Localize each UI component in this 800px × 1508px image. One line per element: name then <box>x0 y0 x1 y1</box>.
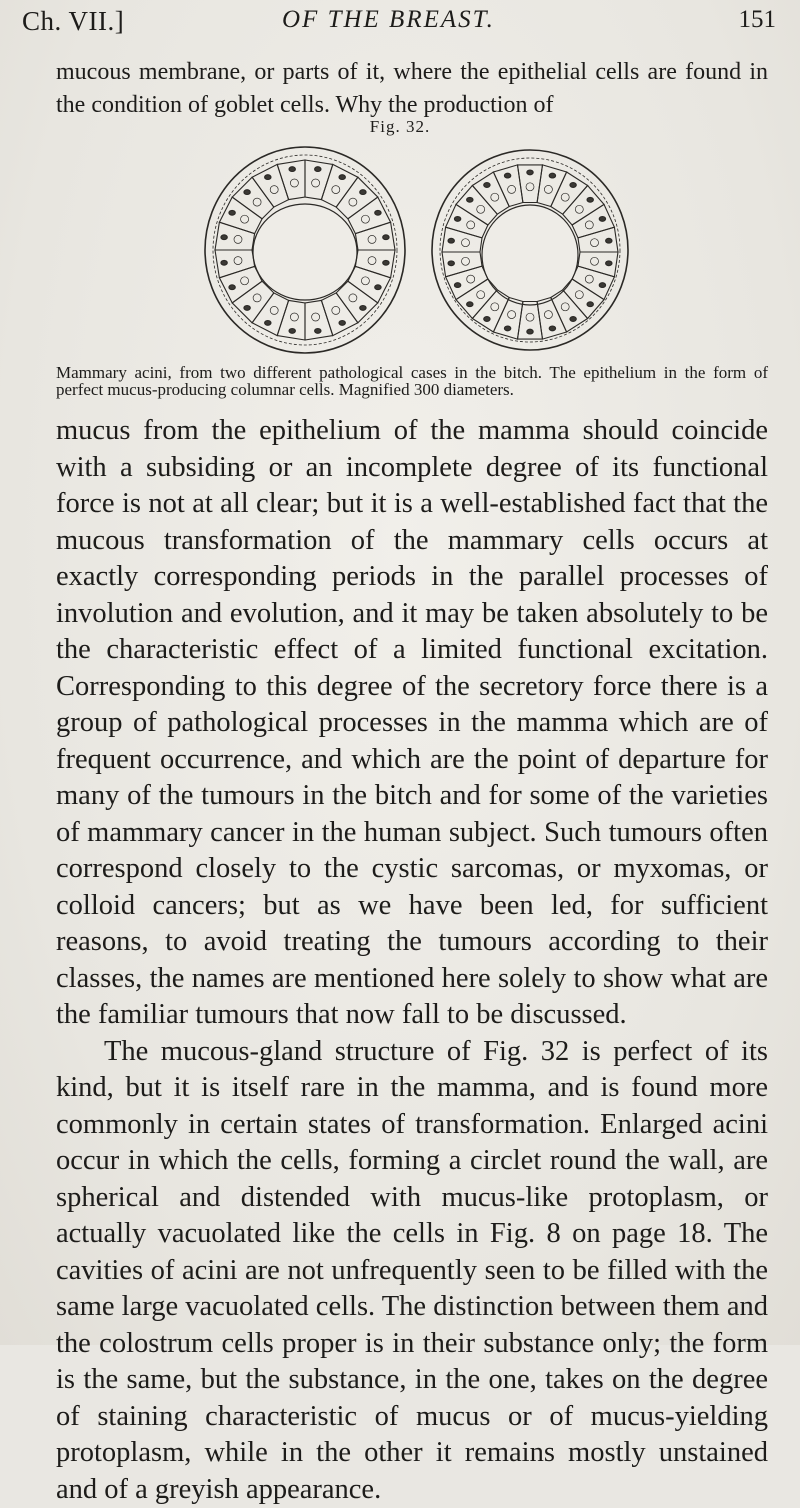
epithelial-cell <box>219 197 262 234</box>
cell-nucleus <box>375 285 381 290</box>
cell-nucleus <box>527 329 533 334</box>
epithelial-cell <box>348 266 391 303</box>
cell-nucleus <box>549 326 555 331</box>
mucus-vacuole <box>462 257 470 265</box>
cell-nucleus <box>229 285 235 290</box>
cell-nucleus <box>484 183 490 188</box>
mucus-vacuole <box>561 303 569 311</box>
cell-nucleus <box>339 175 345 180</box>
epithelial-cell <box>305 160 333 200</box>
mucus-vacuole <box>585 275 593 283</box>
acinus-left <box>205 147 405 353</box>
cell-nucleus <box>383 260 389 265</box>
cell-nucleus <box>315 167 321 172</box>
mucus-vacuole <box>508 311 516 319</box>
paragraph-1: mucus from the epithelium of the mamma should coincide with a subsiding or an incomplete degree of its functional force is not at all clear; but it is a well-established fact that the mucous transformation of the mammary cells occurs at exactly corresponding periods in the parallel processes of involution and evolution, and it may be taken absolutely to be the characteristic effect of a limited functional excitation. Corresponding to this degree of the secretory force there is a group of pathological processes in the mamma which are of frequent occurrence, and which are the point of departure for many of the tumours in the bitch and for some of the varieties of mammary cancer in the human subject. Such tumours often correspond closely to the cystic sarcomas, or myxomas, or colloid cancers; but as we have been led, for sufficient reasons, to avoid treating the tumours according to their classes, the names are mentioned here solely to show what are the familiar tumours that now fall to be discussed. <box>56 413 768 1034</box>
epithelial-cell <box>321 293 358 336</box>
cell-nucleus <box>504 326 510 331</box>
cell-nucleus <box>265 321 271 326</box>
epithelial-cell <box>305 300 333 340</box>
mucus-vacuole <box>526 183 534 191</box>
epithelial-cell <box>277 300 305 340</box>
cell-nucleus <box>467 197 473 202</box>
figure-label: Fig. 32. <box>0 117 800 137</box>
cell-nucleus <box>570 317 576 322</box>
mucus-vacuole <box>491 303 499 311</box>
mucus-vacuole <box>462 239 470 247</box>
page-number: 151 <box>739 6 777 34</box>
cell-nucleus <box>265 175 271 180</box>
mucus-vacuole <box>361 215 369 223</box>
cell-nucleus <box>360 306 366 311</box>
mucus-vacuole <box>491 193 499 201</box>
epithelial-cell <box>551 172 588 214</box>
cell-nucleus <box>599 283 605 288</box>
intro-paragraph: mucous membrane, or parts of it, where the epithelial cells are found in the condition of goblet cells. Why the production of <box>56 56 768 122</box>
mucus-vacuole <box>312 313 320 321</box>
epithelial-cell <box>348 197 391 234</box>
mucus-vacuole <box>332 186 340 194</box>
epithelial-cell <box>252 293 289 336</box>
cell-nucleus <box>454 283 460 288</box>
figure-illustration <box>180 140 660 365</box>
mucus-vacuole <box>575 205 583 213</box>
cell-nucleus <box>587 197 593 202</box>
mucus-vacuole <box>253 294 261 302</box>
mucus-vacuole <box>253 198 261 206</box>
epithelial-cell <box>219 266 262 303</box>
mucus-vacuole <box>290 313 298 321</box>
mucus-vacuole <box>591 239 599 247</box>
mucus-vacuole <box>241 277 249 285</box>
mucus-vacuole <box>467 221 475 229</box>
epithelial-cell <box>456 186 497 226</box>
cell-nucleus <box>360 190 366 195</box>
mucus-vacuole <box>467 275 475 283</box>
cell-nucleus <box>606 238 612 243</box>
mucus-vacuole <box>544 311 552 319</box>
cell-nucleus <box>244 306 250 311</box>
mucus-vacuole <box>270 186 278 194</box>
mucus-vacuole <box>508 185 516 193</box>
paragraph-2: The mucous-gland structure of Fig. 32 is perfect of its kind, but it is itself rare in the mamma, and is found more commonly in certain states of transformation. Enlarged acini occur in which the cells, forming a circlet round the wall, are spherical and distended with mucus-like protoplasm, or actually vacuolated like the cells in Fig. 8 on page 18. The cavities of acini are not unfrequently seen to be filled with the same large vacuolated cells. The distinction between them and the colostrum cells proper is in their substance only; the form is the same, but the substance, in the one, takes on the degree of staining characteristic of mucus or of mucus-yielding protoplasm, while in the other it remains mostly unstained and of a greyish appearance. <box>56 1034 768 1508</box>
cell-nucleus <box>229 210 235 215</box>
cell-nucleus <box>448 238 454 243</box>
mucus-vacuole <box>234 257 242 265</box>
epithelial-cell <box>252 164 289 207</box>
mucus-vacuole <box>349 198 357 206</box>
cell-nucleus <box>339 321 345 326</box>
mucus-vacuole <box>368 257 376 265</box>
epithelial-cell <box>321 164 358 207</box>
cell-nucleus <box>484 317 490 322</box>
cell-nucleus <box>221 260 227 265</box>
figure-caption: Mammary acini, from two different pathological cases in the bitch. The epithelium in the form of perfect mucus-producing columnar cells. Magnified 300 diameters. <box>56 364 768 398</box>
cell-nucleus <box>527 170 533 175</box>
cell-nucleus <box>599 217 605 222</box>
cell-nucleus <box>221 235 227 240</box>
mucus-vacuole <box>312 179 320 187</box>
mucus-vacuole <box>349 294 357 302</box>
acinus-right <box>432 150 628 350</box>
mucus-vacuole <box>575 291 583 299</box>
mucus-vacuole <box>368 235 376 243</box>
cell-nucleus <box>315 329 321 334</box>
cell-nucleus <box>289 329 295 334</box>
running-title: OF THE BREAST. <box>282 6 495 34</box>
cell-nucleus <box>504 173 510 178</box>
cell-nucleus <box>606 261 612 266</box>
mucus-vacuole <box>241 215 249 223</box>
mucus-vacuole <box>477 205 485 213</box>
cell-nucleus <box>448 261 454 266</box>
epithelial-cell <box>472 172 509 214</box>
mucus-vacuole <box>270 306 278 314</box>
mucus-vacuole <box>585 221 593 229</box>
mucus-vacuole <box>290 179 298 187</box>
mucus-vacuole <box>544 185 552 193</box>
cell-nucleus <box>570 183 576 188</box>
cell-nucleus <box>289 167 295 172</box>
epithelial-cell <box>277 160 305 200</box>
cell-nucleus <box>549 173 555 178</box>
mucus-vacuole <box>234 235 242 243</box>
mucus-vacuole <box>332 306 340 314</box>
cell-nucleus <box>587 302 593 307</box>
mucus-vacuole <box>477 291 485 299</box>
body-text <box>56 413 768 1508</box>
epithelial-cell <box>563 186 604 226</box>
mucus-vacuole <box>361 277 369 285</box>
mucus-vacuole <box>526 313 534 321</box>
cell-nucleus <box>244 190 250 195</box>
cell-nucleus <box>375 210 381 215</box>
cell-nucleus <box>467 302 473 307</box>
mucus-vacuole <box>591 257 599 265</box>
chapter-label: Ch. VII.] <box>22 6 124 37</box>
cell-nucleus <box>383 235 389 240</box>
mucus-vacuole <box>561 193 569 201</box>
cell-nucleus <box>454 217 460 222</box>
running-header <box>22 6 780 46</box>
